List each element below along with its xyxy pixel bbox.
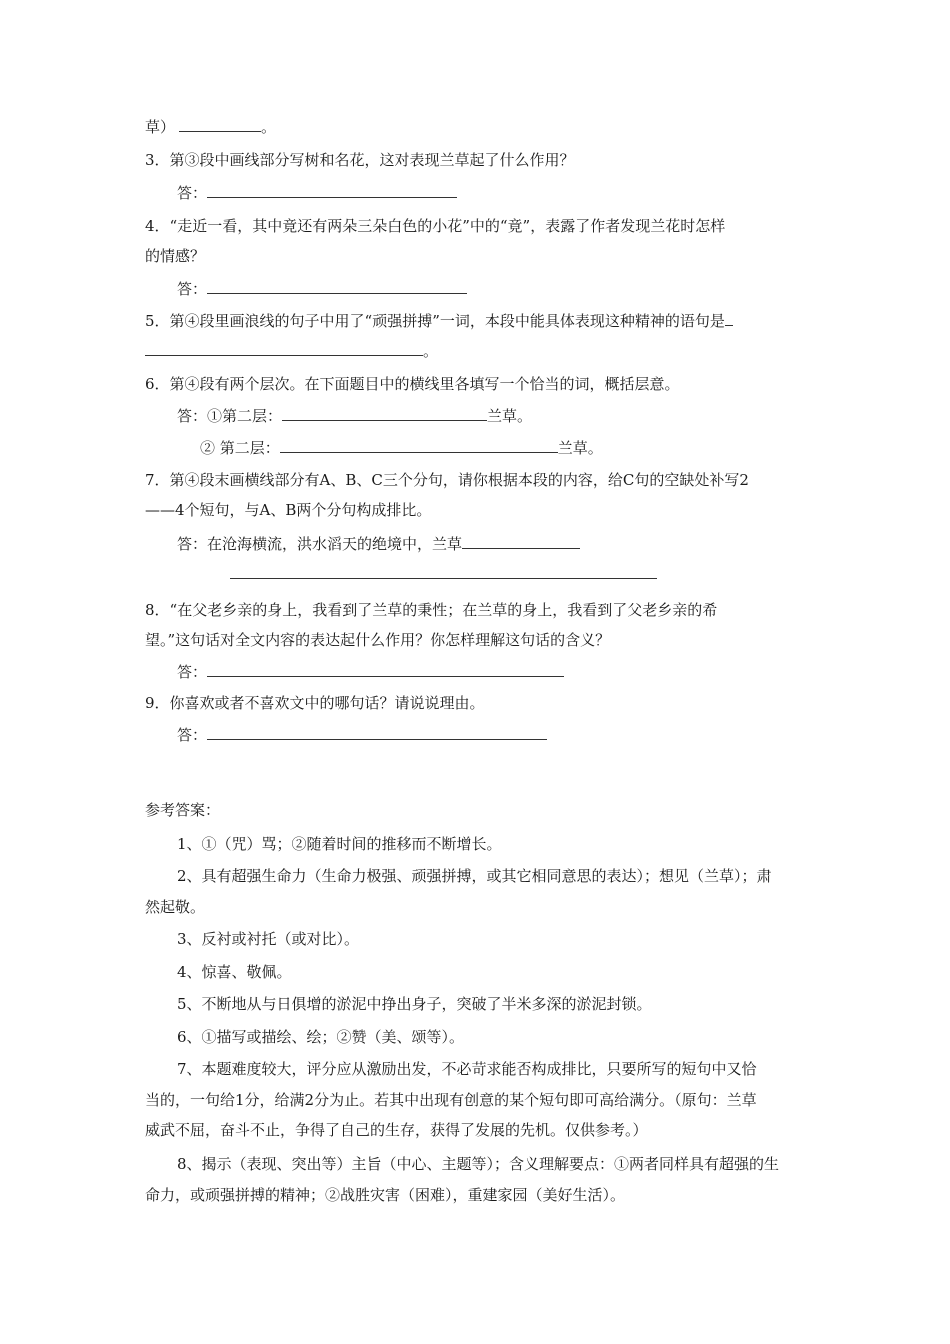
q4-answer-line (177, 279, 467, 299)
answer-2-line-1: 2、具有超强生命力（生命力极强、顽强拼搏，或其它相同意思的表达）；想见（兰草）；肃 (177, 867, 772, 885)
answer-label: 答： (177, 663, 208, 681)
q6-b-prefix: ② 第二层： (200, 439, 280, 457)
question-5-text: 5．第④段里画浪线的句子中用了“顽强拼搏”一词，本段中能具体表现这种精神的语句是 (145, 312, 725, 330)
question-4-line-2: 的情感？ (145, 247, 206, 265)
q6-answer-a (177, 406, 532, 426)
answer-6: 6、①描写或描绘、绘；②赞（美、颂等）。 (177, 1028, 465, 1046)
q5-answer-blank-start[interactable] (725, 311, 733, 326)
question-5-line-2 (145, 341, 438, 361)
q6-b-suffix: 兰草。 (557, 439, 603, 457)
q7-answer-line (177, 534, 580, 554)
question-7-line-2: ——4个短句，与A、B两个分句构成排比。 (145, 501, 432, 519)
question-9: 9．你喜欢或者不喜欢文中的哪句话？请说说理由。 (145, 694, 485, 712)
q7-answer-prefix: 答：在沧海横流，洪水滔天的绝境中，兰草 (177, 535, 463, 553)
answers-heading: 参考答案： (145, 801, 221, 819)
question-8-line-1: 8．“在父老乡亲的身上，我看到了兰草的秉性；在兰草的身上，我看到了父老乡亲的希 (145, 601, 718, 619)
q2-tail (145, 117, 276, 137)
q8-answer-line (177, 662, 564, 682)
answer-7-line-1: 7、本题难度较大，评分应从激励出发，不必苛求能否构成排比，只要所写的短句中又恰 (177, 1060, 757, 1078)
answer-label: 答： (177, 726, 208, 744)
q9-answer-blank[interactable] (207, 725, 547, 740)
answer-3: 3、反衬或衬托（或对比）。 (177, 930, 360, 948)
q2-answer-blank[interactable] (179, 117, 261, 132)
q6-a-suffix: 兰草。 (487, 407, 533, 425)
answer-1: 1、①（咒）骂；②随着时间的推移而不断增长。 (177, 835, 502, 853)
q7-answer-blank-line-2[interactable] (230, 578, 657, 579)
q6-a-blank[interactable] (282, 406, 487, 421)
question-3: 3．第③段中画线部分写树和名花，这对表现兰草起了什么作用？ (145, 151, 575, 169)
q6-a-prefix: 答：①第二层： (177, 407, 283, 425)
answer-label: 答： (177, 184, 208, 202)
q7-answer-blank[interactable] (462, 534, 580, 549)
q9-answer-line (177, 725, 547, 745)
answer-5: 5、不断地从与日俱增的淤泥中挣出身子，突破了半米多深的淤泥封锁。 (177, 995, 652, 1013)
question-4-line-1: 4．“走近一看，其中竟还有两朵三朵白色的小花”中的“竟”，表露了作者发现兰花时怎样 (145, 217, 726, 235)
answer-4: 4、惊喜、敬佩。 (177, 963, 292, 981)
q2-tail-end: 。 (261, 118, 277, 136)
q6-answer-b (200, 438, 603, 458)
q3-answer-line (177, 183, 457, 203)
q4-answer-blank[interactable] (207, 279, 467, 294)
answer-8-line-1: 8、揭示（表现、突出等）主旨（中心、主题等）；含义理解要点：①两者同样具有超强的生 (177, 1155, 780, 1173)
answer-7-line-3: 威武不屈，奋斗不止，争得了自己的生存，获得了发展的先机。仅供参考。） (145, 1121, 648, 1139)
answer-8-line-2: 命力，或顽强拼搏的精神；②战胜灾害（困难），重建家园（美好生活）。 (145, 1186, 626, 1204)
q3-answer-blank[interactable] (207, 183, 457, 198)
question-8-line-2: 望。”这句话对全文内容的表达起什么作用？你怎样理解这句话的含义？ (145, 631, 611, 649)
q6-b-blank[interactable] (280, 438, 558, 453)
question-6: 6．第④段有两个层次。在下面题目中的横线里各填写一个恰当的词，概括层意。 (145, 375, 680, 393)
question-5-end: 。 (423, 342, 439, 360)
answer-label: 答： (177, 280, 208, 298)
question-5-line-1 (145, 311, 733, 331)
question-7-line-1: 7．第④段末画横线部分有A、B、C三个分句，请你根据本段的内容，给C句的空缺处补写2 (145, 471, 749, 489)
q5-answer-blank[interactable] (145, 341, 423, 356)
q8-answer-blank[interactable] (207, 662, 564, 677)
answer-7-line-2: 当的，一句给1分，给满2分为止。若其中出现有创意的某个短句即可高给满分。（原句：兰草 (145, 1091, 757, 1109)
q2-tail-text: 草） (145, 118, 176, 136)
answer-2-line-2: 然起敬。 (145, 898, 206, 916)
